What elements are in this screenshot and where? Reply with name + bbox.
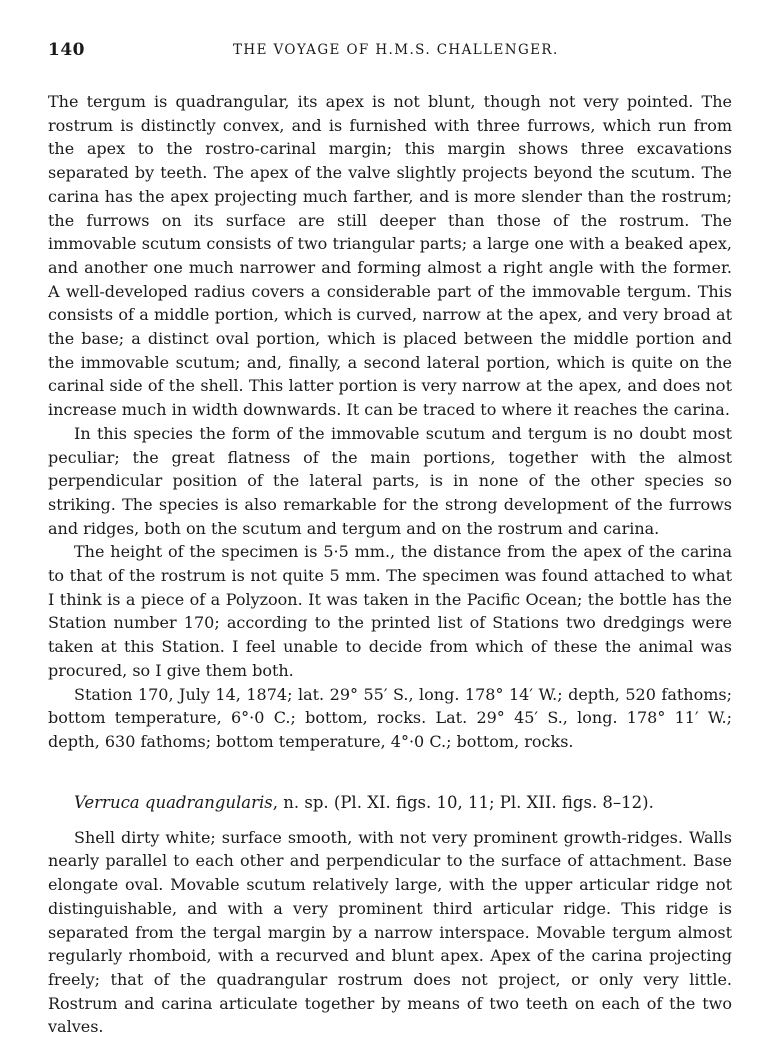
species-heading-rest: , n. sp. (Pl. XI. figs. 10, 11; Pl. XII. figs. 8–12). bbox=[272, 792, 654, 812]
document-page bbox=[48, 40, 732, 1039]
page-number: 140 bbox=[48, 40, 85, 60]
running-header bbox=[48, 40, 732, 64]
species-name: Verruca quadrangularis bbox=[74, 792, 273, 812]
paragraph-species-description: Shell dirty white; surface smooth, with not very prominent growth-ridges. Walls nearly parallel to each other and perpendicular to the surface of attachment. Base elongate oval. Movable scutum relatively large, with the upper articular ridge not distinguishable, and with a very prominent third articular ridge. This ridge is separated from the tergal margin by a narrow interspace. Movable tergum almost regularly rhomboid, with a recurved and blunt apex. Apex of the carina projecting freely; that of the quadrangular rostrum does not project, or only very little. Rostrum and carina articulate together by means of two teeth on each of the two valves. bbox=[48, 827, 732, 1037]
paragraph-tergum-description: The tergum is quadrangular, its apex is not blunt, though not very pointed. The rostrum is distinctly convex, and is furnished with three furrows, which run from the apex to the rostro-carinal margin; this margin shows three excavations separated by teeth. The apex of the valve slightly projects beyond the scutum. The carina has the apex projecting much farther, and is more slender than the rostrum; the furrows on its surface are still deeper than those of the rostrum. The immovable scutum consists of two triangular parts; a large one with a beaked apex, and another one much narrower and forming almost a right angle with the former. A well-developed radius covers a considerable part of the immovable tergum. This consists of a middle portion, which is curved, narrow at the apex, and very broad at the base; a distinct oval portion, which is placed between the middle portion and the immovable scutum; and, finally, a second lateral portion, which is quite on the carinal side of the shell. This latter portion is very narrow at the apex, and does not increase much in width downwards. It can be traced to where it reaches the carina. bbox=[48, 92, 732, 420]
running-title: THE VOYAGE OF H.M.S. CHALLENGER. bbox=[233, 42, 559, 58]
species-heading bbox=[48, 791, 732, 815]
paragraph-specimen-details: The height of the specimen is 5·5 mm., the distance from the apex of the carina to that of the rostrum is not quite 5 mm. The specimen was found attached to what I think is a piece of a Polyzoon. It was taken in the Pacific Ocean; the bottle has the Station number 170; according to the printed list of Stations two dredgings were taken at this Station. I feel unable to decide from which of these the animal was procured, so I give them both. bbox=[48, 542, 732, 680]
paragraph-station-record: Station 170, July 14, 1874; lat. 29° 55′ S., long. 178° 14′ W.; depth, 520 fathoms; bottom temperature, 6°·0 C.; bottom, rocks. Lat. 29° 45′ S., long. 178° 11′ W.; depth, 630 fathoms; bottom temperature, 4°·0 C.; bottom, rocks. bbox=[48, 684, 732, 751]
paragraph-species-remarks: In this species the form of the immovable scutum and tergum is no doubt most peculiar; the great flatness of the main portions, together with the almost perpendicular position of the lateral parts, is in none of the other species so striking. The species is also remarkable for the strong development of the furrows and ridges, both on the scutum and tergum and on the rostrum and carina. bbox=[48, 423, 732, 538]
